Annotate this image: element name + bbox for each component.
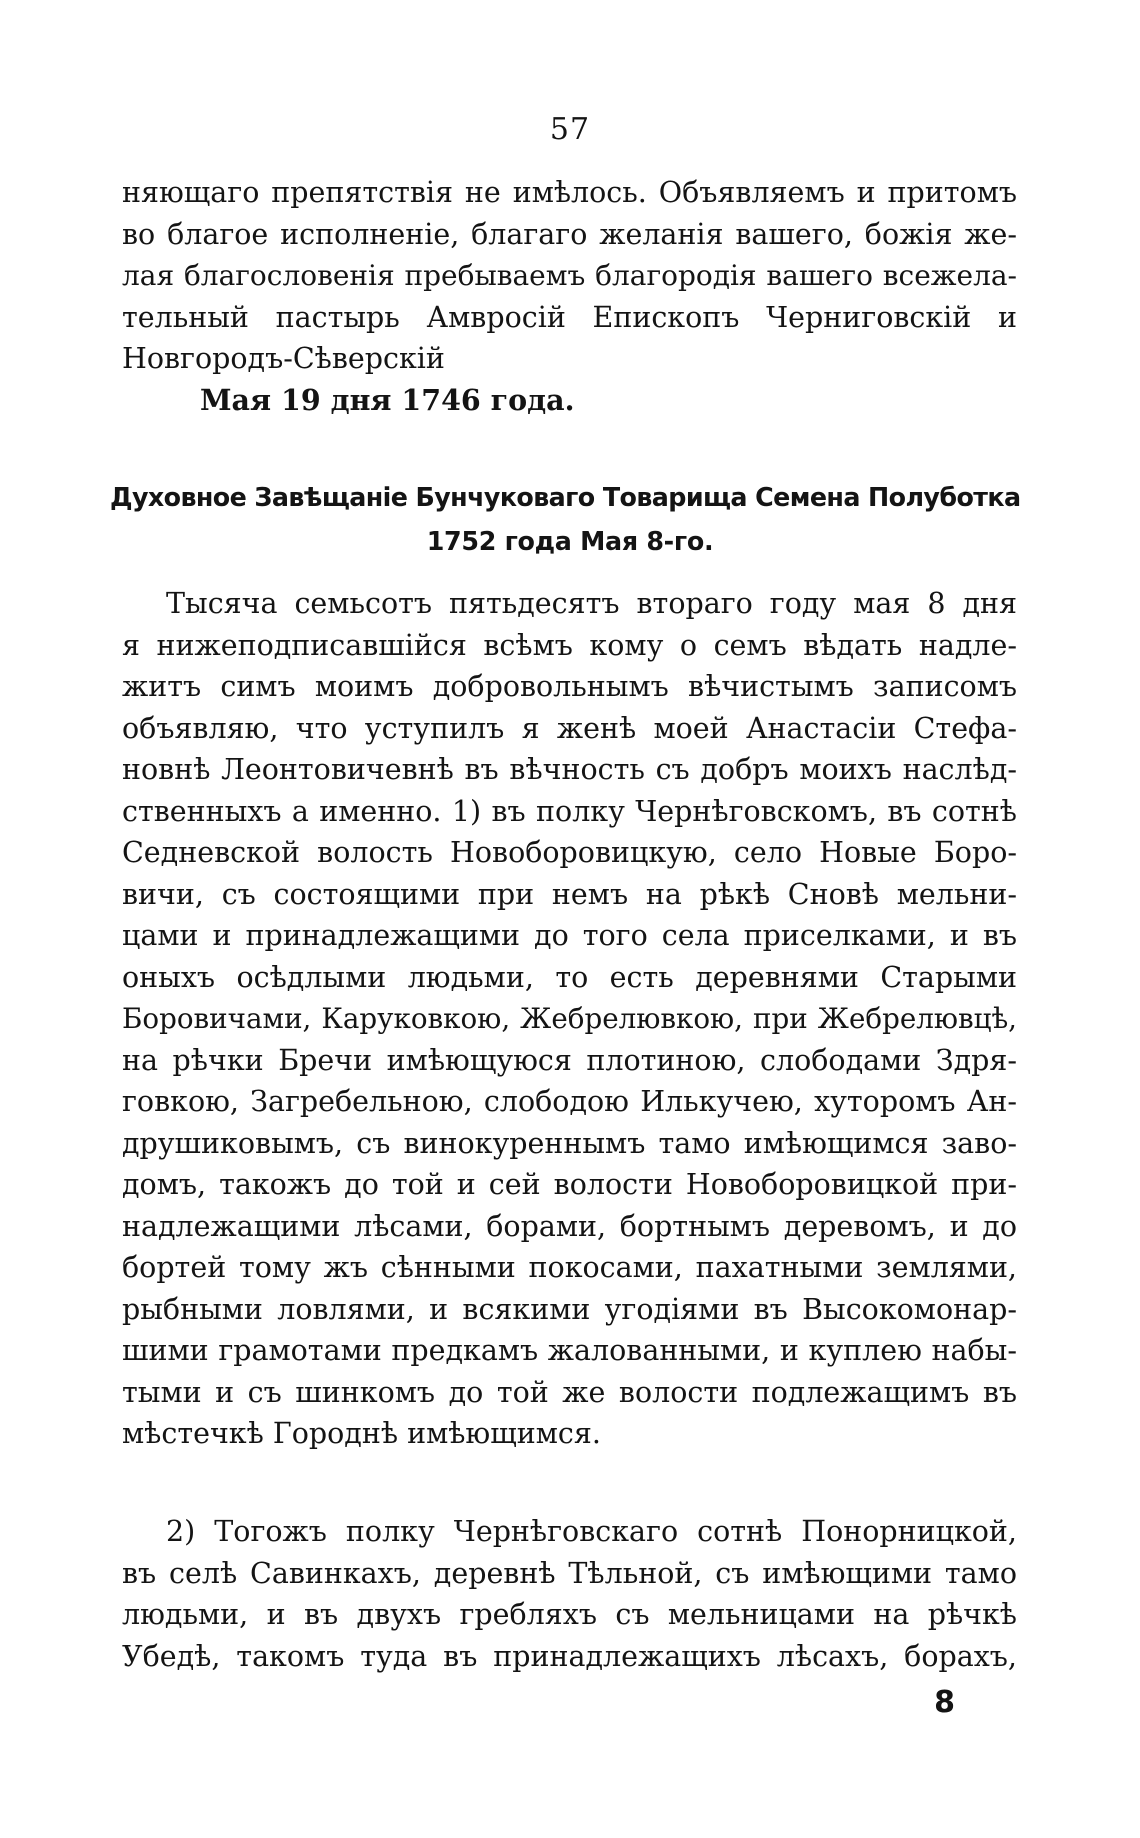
text-line: Седневской волость Новоборовицкую, село Новые Боро-	[122, 836, 1017, 869]
page-number: 57	[549, 112, 591, 147]
text-line: тыми и съ шинкомъ до той же волости подлежащимъ въ	[122, 1375, 1017, 1409]
text-line: мѣстечкѣ Городнѣ имѣющимся.	[122, 1417, 601, 1450]
text-line: цами и принадлежащими до того села приселками, и въ	[122, 919, 1017, 952]
text-line: надлежащими лѣсами, борами, бортнымъ деревомъ, и до	[122, 1209, 1017, 1243]
text-line: на рѣчки Бречи имѣющуюся плотиною, слободами Здря-	[122, 1043, 1017, 1077]
text-line: въ селѣ Савинкахъ, деревнѣ Тѣльной, съ имѣющими тамо	[122, 1556, 1017, 1590]
text-line: лая благословенія пребываемъ благородія вашего всежела-	[122, 259, 1017, 292]
text-line: тельный пастырь Амвросій Епископъ Черниговскій и	[122, 300, 1017, 334]
text-line: Тысяча семьсотъ пятьдесятъ втораго году мая 8 дня	[166, 587, 1017, 620]
text-line: домъ, такожъ до той и сей волости Новоборовицкой при-	[122, 1168, 1017, 1201]
text-line: говкою, Загребельною, слободою Илькучею, хуторомъ Ан-	[122, 1085, 1017, 1118]
paragraph-1	[122, 583, 1017, 1455]
text-line: житъ симъ моимъ добровольнымъ вѣчистымъ записомъ	[122, 670, 1017, 703]
text-line: друшиковымъ, съ винокуреннымъ тамо имѣющимся заво-	[122, 1126, 1017, 1160]
heading-line-1: Духовное Завѣщаніе Бунчуковаго Товарища Семена Полуботка	[110, 482, 1021, 512]
text-line: я нижеподписавшійся всѣмъ кому о семъ вѣдать надле-	[122, 628, 1017, 662]
closing-date: Мая 19 дня 1746 года.	[200, 382, 575, 417]
text-line: вичи, съ состоящими при немъ на рѣкѣ Сновѣ мельни-	[122, 877, 1017, 911]
text-line: 2) Тогожъ полку Чернѣговскаго сотнѣ Понорницкой,	[166, 1515, 1017, 1548]
text-line: бортей тому жъ сѣнными покосами, пахатными землями,	[122, 1251, 1017, 1284]
text-line: Новгородъ-Сѣверскій	[122, 342, 445, 375]
text-line: рыбными ловлями, и всякими угодіями въ Высокомонар-	[122, 1292, 1017, 1326]
text-line: няющаго препятствія не имѣлось. Объявляемъ и притомъ	[122, 176, 1017, 209]
text-line: ственныхъ а именно. 1) въ полку Чернѣговскомъ, въ сотнѣ	[122, 794, 1017, 828]
closing-text	[122, 172, 1017, 421]
heading-line-2: 1752 года Мая 8-го.	[426, 526, 714, 556]
text-line: людьми, и въ двухъ гребляхъ съ мельницами на рѣчкѣ	[122, 1598, 1017, 1631]
text-line: шими грамотами предкамъ жалованными, и куплею набы-	[122, 1334, 1017, 1367]
document-heading	[110, 475, 1030, 563]
signature-mark: 8	[934, 1685, 955, 1720]
text-line: Убедѣ, такомъ туда въ принадлежащихъ лѣсахъ, борахъ,	[122, 1639, 1017, 1673]
text-line: Боровичами, Каруковкою, Жебрелювкою, при Жебрелювцѣ,	[122, 1002, 1017, 1035]
text-line: объявляю, что уступилъ я женѣ моей Анастасіи Стефа-	[122, 711, 1017, 745]
paragraph-2	[122, 1511, 1017, 1677]
text-line: во благое исполненіе, благаго желанія вашего, божія же-	[122, 217, 1017, 251]
text-line: оныхъ осѣдлыми людьми, то есть деревнями Старыми	[122, 960, 1017, 994]
text-line: новнѣ Леонтовичевнѣ въ вѣчность съ добръ моихъ наслѣд-	[122, 753, 1017, 786]
